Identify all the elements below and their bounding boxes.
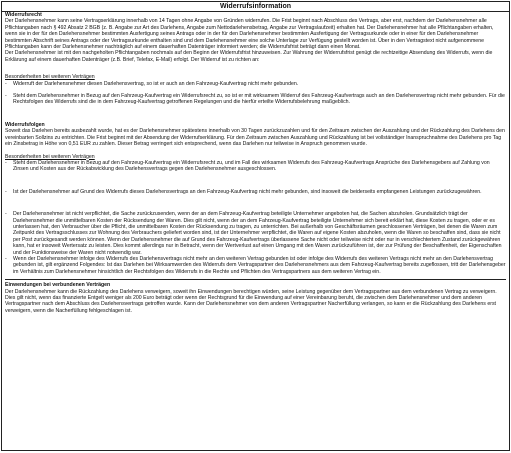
section-divider — [5, 279, 506, 280]
list-item: - Steht dem Darlehensnehmer in Bezug auf den Fahrzeug-Kaufvertrag ein Widerrufsrecht zu, so ist er mit wirksamem Widerruf des Fahrzeug-Kaufvertrags auch an den Darlehensvertrag nicht mehr gebunden. Für die Rechtsfolgen des Widerrufs sind die in dem Fahrzeug-Kaufvertrag getroffenen Regelungen und die hierfür erteilte Widerrufsbelehrung maßgeblich. — [5, 93, 505, 106]
list-item: - Widerruft der Darlehensnehmer diesen Darlehensvertrag, so ist er auch an den Fahrzeug-Kaufvertrag nicht mehr gebunden. — [5, 80, 299, 87]
subheading-besonderheiten-1: Besonderheiten bei weiteren Verträgen — [5, 74, 95, 81]
document-content — [5, 12, 506, 448]
document-title: Widerrufsinformation — [2, 2, 509, 12]
list-item: - Steht dem Darlehensnehmer in Bezug auf den Fahrzeug-Kaufvertrag ein Widerrufsrecht zu, und im Fall des wirksamen Widerrufs des Fahrzeug-Kaufvertrags Ansprüche des Darlehensgebers auf Zahlung von Zinsen und Kosten aus der Rückabwicklung des Darlehensvertrags gegen den Darlehensnehmer ausgeschlossen. — [5, 159, 490, 173]
document-page — [1, 1, 510, 451]
list-item: - Der Darlehensnehmer ist nicht verpflichtet, die Sache zurückzusenden, wenn der an dem Fahrzeug-Kaufvertrag beteiligte Unternehmer angeboten hat, die Sachen abzuholen. Grundsätzlich trägt der Darlehensnehmer die unmittelbaren Kosten der Rücksendung der Waren. Dies gilt nicht, wenn der an dem Fahrzeug-Kaufvertrag beteiligte Unternehmer sich bereit erklärt hat, diese Kosten zu tragen, oder er es unterlassen hat, den Verbraucher über die Pflicht, die unmittelbaren Kosten der Rücksendung zu tragen, zu unterrichten. Bei außerhalb von Geschäftsräumen geschlossenen Verträgen, bei denen die Waren zum Zeitpunkt des Vertragsschlusses zur Wohnung des Verbrauchers geliefert worden sind, ist der Unternehmer verpflichtet, die Waren auf eigene Kosten abzuholen, wenn die Waren so beschaffen sind, dass sie nicht per Post zurückgesandt werden können. Wenn der Darlehensnehmer die auf Grund des Fahrzeug-Kaufvertrags überlassene Sache nicht oder teilweise nicht oder nur in verschlechtertem Zustand zurückgewähren kann, hat er insoweit Wertersatz zu leisten. Dies kommt allerdings nur in Betracht, wenn der Wertverlust auf einen Umgang mit den Waren zurückzuführen ist, der zur Prüfung der Beschaffenheit, der Eigenschaften und der Funktionsweise der Waren nicht notwendig war. — [5, 211, 502, 256]
subheading-besonderheiten-2: Besonderheiten bei weiteren Verträgen — [5, 153, 95, 160]
paragraph-widerrufsrecht-2: Der Darlehensnehmer ist mit den nachgeholten Pflichtangaben nochmals auf den Beginn der Widerrufsfrist hinzuweisen. Zur Wahrung der Widerrufsfrist genügt die rechtzeitige Absendung des Widerrufs, wenn die Erklärung auf einem dauerhaften Datenträger (z.B. Brief, Telefax, E-Mail) erfolgt. Der Widerruf ist zu richten an: — [5, 50, 493, 63]
list-item: - Ist der Darlehensnehmer auf Grund des Widerrufs dieses Darlehensvertrags an den Fahrzeug-Kaufvertrag nicht mehr gebunden, sind insoweit die beiderseits empfangenen Leistungen zurückzugewähren. — [5, 188, 482, 195]
list-item: - Wenn der Darlehensnehmer infolge des Widerrufs des Darlehensvertrags nicht mehr an den weiteren Vertrag gebunden ist oder infolge des Widerrufs des weiteren Vertrags nicht mehr an den Darlehensvertrag gebunden ist, gilt ergänzend Folgendes: Ist das Darlehen bei Wirksamwerden des Widerrufs dem Vertragspartner des Darlehensnehmers aus dem Fahrzeug-Kaufvertrag bereits zugeflossen, tritt der Darlehensgeber im Verhältnis zum Darlehensnehmer hinsichtlich der Rechtsfolgen des Widerrufs in die Rechte und Pflichten des Vertragspartners aus dem weiteren Vertrag ein. — [5, 255, 506, 275]
paragraph-einwendungen-1: Der Darlehensnehmer kann die Rückzahlung des Darlehens verweigern, soweit ihn Einwendungen berechtigen würden, seine Leistung gegenüber dem Vertragspartner aus dem verbundenen Vertrag zu verweigern. Dies gilt nicht, wenn das finanzierte Entgelt weniger als 200 Euro beträgt oder wenn der Rechtsgrund für die Einwendung auf einer Vereinbarung beruht, die zwischen dem Darlehensnehmer und dem anderen Vertragspartner nach dem Abschluss des Darlehensvertrags getroffen wurde. Kann der Darlehensnehmer von dem anderen Vertragspartner Nacherfüllung verlangen, so kann er die Rückzahlung des Darlehens erst verweigern, wenn die Nacherfüllung fehlgeschlagen ist. — [5, 288, 497, 314]
paragraph-widerrufsrecht-1: Der Darlehensnehmer kann seine Vertragserklärung innerhalb von 14 Tagen ohne Angabe von Gründen widerrufen. Die Frist beginnt nach Abschluss des Vertrags, aber erst, nachdem der Darlehensnehmer alle Pflichtangaben nach § 492 Absatz 2 BGB (z. B. Angabe zur Art des Darlehens, Angabe zum Nettodarlehensbetrag, Angabe zur Vertragslaufzeit) erhalten hat. Der Darlehensnehmer hat alle Pflichtangaben erhalten, wenn sie in der für den Darlehensnehmer bestimmten Ausfertigung seines Antrags oder in der für den Darlehensnehmer bestimmten Ausfertigung der Vertragsurkunde oder in einer für den Darlehensnehmer bestimmten Abschrift seines Antrags oder der Vertragsurkunde enthalten sind und dem Darlehensnehmer eine solche Unterlage zur Verfügung gestellt worden ist. Über in den Vertragstext nicht aufgenommene Pflichtangaben kann der Darlehensnehmer nachträglich auf einem dauerhaften Datenträger informiert werden; die Widerrufsfrist beträgt dann einen Monat. — [5, 18, 494, 51]
paragraph-widerrufsfolgen-1: Soweit das Darlehen bereits ausbezahlt wurde, hat es der Darlehensnehmer spätestens innerhalb von 30 Tagen zurückzuzahlen und für den Zeitraum zwischen der Auszahlung und der Rückzahlung des Darlehens den vereinbarten Sollzins zu entrichten. Die Frist beginnt mit der Absendung der Widerrufserklärung. Für den Zeitraum zwischen Auszahlung und Rückzahlung ist bei vollständiger Inanspruchnahme des Darlehens pro Tag ein Zinsbetrag in Höhe von 0,51 EUR zu zahlen. Dieser Betrag verringert sich entsprechend, wenn das Darlehen nur teilweise in Anspruch genommen wurde. — [5, 128, 505, 148]
heading-einwendungen: Einwendungen bei verbundenen Verträgen — [5, 282, 111, 289]
heading-widerrufsfolgen: Widerrufsfolgen — [5, 121, 45, 128]
heading-widerrufsrecht: Widerrufsrecht — [5, 12, 42, 18]
